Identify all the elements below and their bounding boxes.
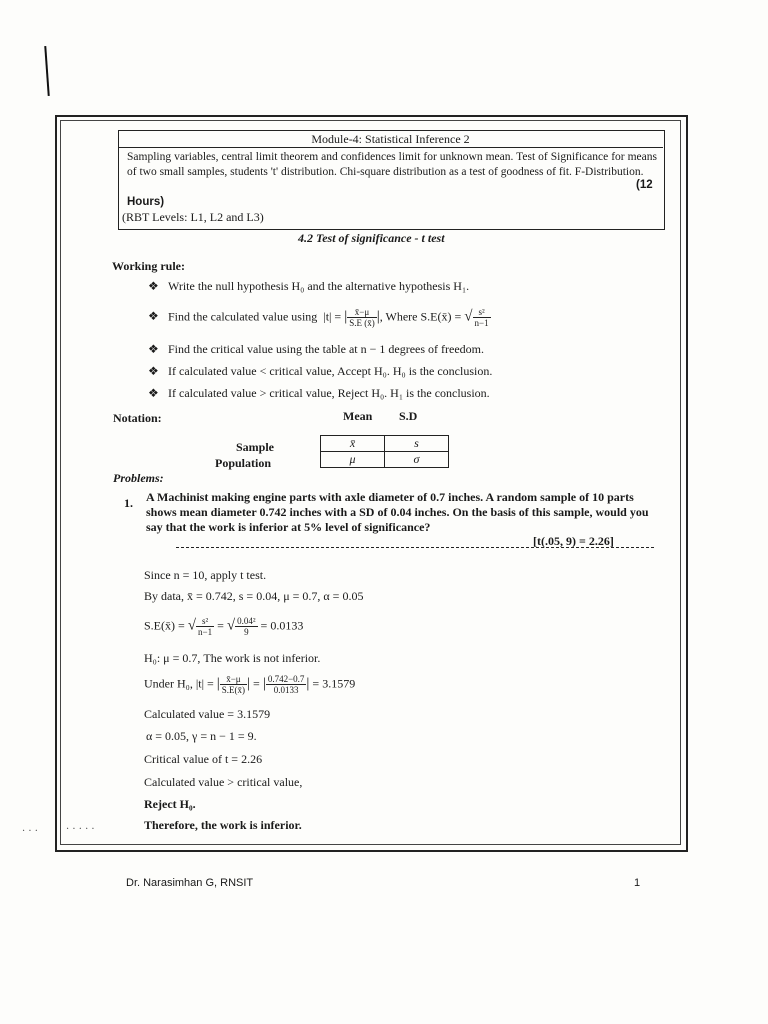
solution-line: Calculated value = 3.1579 [144, 707, 271, 721]
bullet-icon: ❖ [148, 342, 159, 356]
syllabus-text: Sampling variables, central limit theorem and confidences limit for unknown mean. Test of Significance for means of two small samples, students 't' distribution. Chi-square distribution as a test of goodness of fit. F-Distribution. [127, 151, 657, 178]
solution-se-line: S.E(x̄) = √ $\frac{\text{s²}}{n-1}$ = √ $\frac{\text{0.04²}}{9}$ = 0.0133 [144, 616, 304, 637]
se-fraction-1: $\frac{\text{s²}}{n-1}$ [198, 616, 213, 637]
formula-t-fraction: $\frac{x̄-\mu}{S.E (x̄)}$ [349, 307, 375, 328]
bullet-icon: ❖ [148, 309, 159, 324]
solution-conclusion: Therefore, the work is inferior. [144, 818, 302, 832]
t-fraction-1: $\frac{x̄-\mu}{S.E(x̄)}$ [221, 674, 246, 695]
solution-line: Since n = 10, apply t test. [144, 568, 267, 582]
solution-line: Critical value of t = 2.26 [144, 752, 263, 766]
notation-row-population: Population [215, 456, 272, 470]
notation-row-sample: Sample [236, 440, 275, 454]
footer-page-number: 1 [634, 877, 641, 889]
scan-speck: · · · [22, 826, 38, 837]
se-fraction-2: $\frac{\text{0.04²}}{9}$ [237, 616, 256, 637]
formula-se-fraction: $\frac{\text{s²}}{n-1}$ [474, 307, 489, 328]
problems-label: Problems: [113, 471, 164, 485]
pen-mark [44, 46, 49, 96]
table-row [321, 452, 449, 468]
solution-line: H₀: μ = 0.7, The work is not inferior. [144, 651, 321, 665]
bullet-icon: ❖ [148, 364, 159, 378]
problem-number: 1. [124, 496, 133, 510]
table-row [321, 436, 449, 452]
hours-word: Hours) [127, 196, 165, 208]
sample-mean-cell: x̄ [321, 436, 385, 452]
notation-col-mean: Mean [343, 409, 373, 423]
t-fraction-2: $\frac{0.742-0.7}{0.0133}$ [267, 674, 305, 695]
population-mean-cell: μ [321, 452, 385, 468]
solution-line: By data, x̄ = 0.742, s = 0.04, μ = 0.7, α = 0.05 [144, 589, 364, 603]
working-rule-item: ❖ If calculated value > critical value, Reject H₀. H₁ is the conclusion. [148, 386, 490, 400]
problem-text: A Machinist making engine parts with axle diameter of 0.7 inches. A random sample of 10 parts shows mean diameter 0.742 inches with a SD of 0.04 inches. On the basis of this sample, would you say that the work is inferior at 5% level of significance? [146, 490, 649, 534]
hours-number: (12 [636, 179, 653, 191]
notation-table [320, 435, 449, 468]
sample-sd-cell: s [385, 436, 449, 452]
bullet-icon: ❖ [148, 386, 159, 400]
rbt-levels: (RBT Levels: L1, L2 and L3) [122, 210, 264, 224]
formula-where: , Where S.E(x̄) = [379, 309, 462, 324]
notation-label: Notation: [113, 411, 162, 425]
working-rule-item: ❖ Find the calculated value using |t| = | $\frac{x̄-\mu}{S.E (x̄)}$ |, Where S.E(x̄) = √ $\frac{\text{s²}}{n-1}$ [148, 307, 489, 328]
population-sd-cell: σ [385, 452, 449, 468]
working-rule-item: ❖ Find the critical value using the table at n − 1 degrees of freedom. [148, 342, 484, 356]
module-separator [118, 147, 663, 148]
solution-line: Calculated value > critical value, [144, 775, 303, 789]
formula-t-lhs: |t| = [323, 309, 342, 324]
footer-author: Dr. Narasimhan G, RNSIT [126, 877, 254, 889]
working-rule-item: ❖ Write the null hypothesis H₀ and the alternative hypothesis H₁. [148, 279, 470, 293]
working-rule-label: Working rule: [112, 259, 186, 273]
notation-col-sd: S.D [399, 409, 418, 423]
module-title: Module-4: Statistical Inference 2 [311, 132, 470, 146]
solution-line: Reject H₀. [144, 797, 196, 811]
solution-line: α = 0.05, γ = n − 1 = 9. [146, 729, 257, 743]
scan-speck: · · · · · [66, 824, 95, 835]
critical-value-given: [t(.05, 9) = 2.26] [533, 534, 614, 548]
section-heading: 4.2 Test of significance - t test [298, 231, 445, 245]
bullet-icon: ❖ [148, 279, 159, 293]
working-rule-item: ❖ If calculated value < critical value, Accept H₀. H₀ is the conclusion. [148, 364, 493, 378]
solution-t-line: Under H₀, |t| = | $\frac{x̄-\mu}{S.E(x̄)}$ | = | $\frac{0.742-0.7}{0.0133}$ | = 3.1579 [144, 674, 356, 695]
